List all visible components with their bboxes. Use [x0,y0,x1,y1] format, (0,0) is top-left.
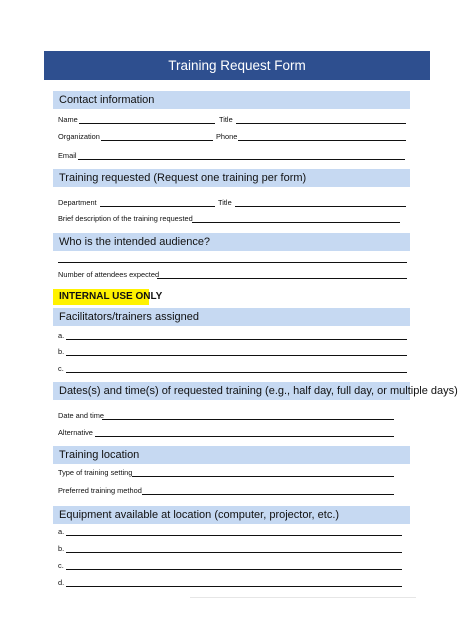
organization-field[interactable] [101,140,213,141]
equipment-d-field[interactable] [66,586,402,587]
section-contact-heading: Contact information [53,91,410,109]
name-label: Name [58,115,78,124]
equipment-b-field[interactable] [66,552,402,553]
contact-title-field[interactable] [236,123,406,124]
description-field[interactable] [192,222,400,223]
email-label: Email [58,151,77,160]
equipment-c-label: c. [58,561,64,570]
facilitator-c-label: c. [58,364,64,373]
training-title-label: Title [218,198,232,207]
section-dates-heading: Dates(s) and time(s) of requested training (e.g., half day, full day, or multiple days) [53,382,410,400]
facilitator-b-field[interactable] [66,355,407,356]
phone-label: Phone [216,132,238,141]
section-equipment-heading: Equipment available at location (computer, projector, etc.) [53,506,410,524]
internal-use-label: INTERNAL USE ONLY [53,289,149,305]
contact-title-label: Title [219,115,233,124]
phone-field[interactable] [238,140,406,141]
attendees-label: Number of attendees expected [58,270,160,279]
setting-type-field[interactable] [132,476,394,477]
section-location-heading: Training location [53,446,410,464]
audience-field[interactable] [58,262,407,263]
section-training-heading: Training requested (Request one training per form) [53,169,410,187]
facilitator-b-label: b. [58,347,65,356]
attendees-field[interactable] [157,278,407,279]
form-title: Training Request Form [44,51,430,80]
date-time-label: Date and time [58,411,105,420]
name-field[interactable] [79,123,215,124]
training-method-field[interactable] [142,494,394,495]
equipment-d-label: d. [58,578,65,587]
equipment-b-label: b. [58,544,65,553]
email-field[interactable] [78,159,405,160]
alternative-label: Alternative [58,428,93,437]
alternative-field[interactable] [95,436,394,437]
department-field[interactable] [100,206,215,207]
training-title-field[interactable] [235,206,406,207]
facilitator-c-field[interactable] [66,372,407,373]
facilitator-a-label: a. [58,331,65,340]
department-label: Department [58,198,97,207]
page-edge-divider [190,597,416,598]
description-label: Brief description of the training requested [58,214,193,223]
training-method-label: Preferred training method [58,486,142,495]
equipment-a-label: a. [58,527,65,536]
facilitator-a-field[interactable] [66,339,407,340]
equipment-c-field[interactable] [66,569,402,570]
organization-label: Organization [58,132,100,141]
equipment-a-field[interactable] [66,535,402,536]
date-time-field[interactable] [102,419,394,420]
setting-type-label: Type of training setting [58,468,133,477]
section-facilitators-heading: Facilitators/trainers assigned [53,308,410,326]
section-audience-heading: Who is the intended audience? [53,233,410,251]
